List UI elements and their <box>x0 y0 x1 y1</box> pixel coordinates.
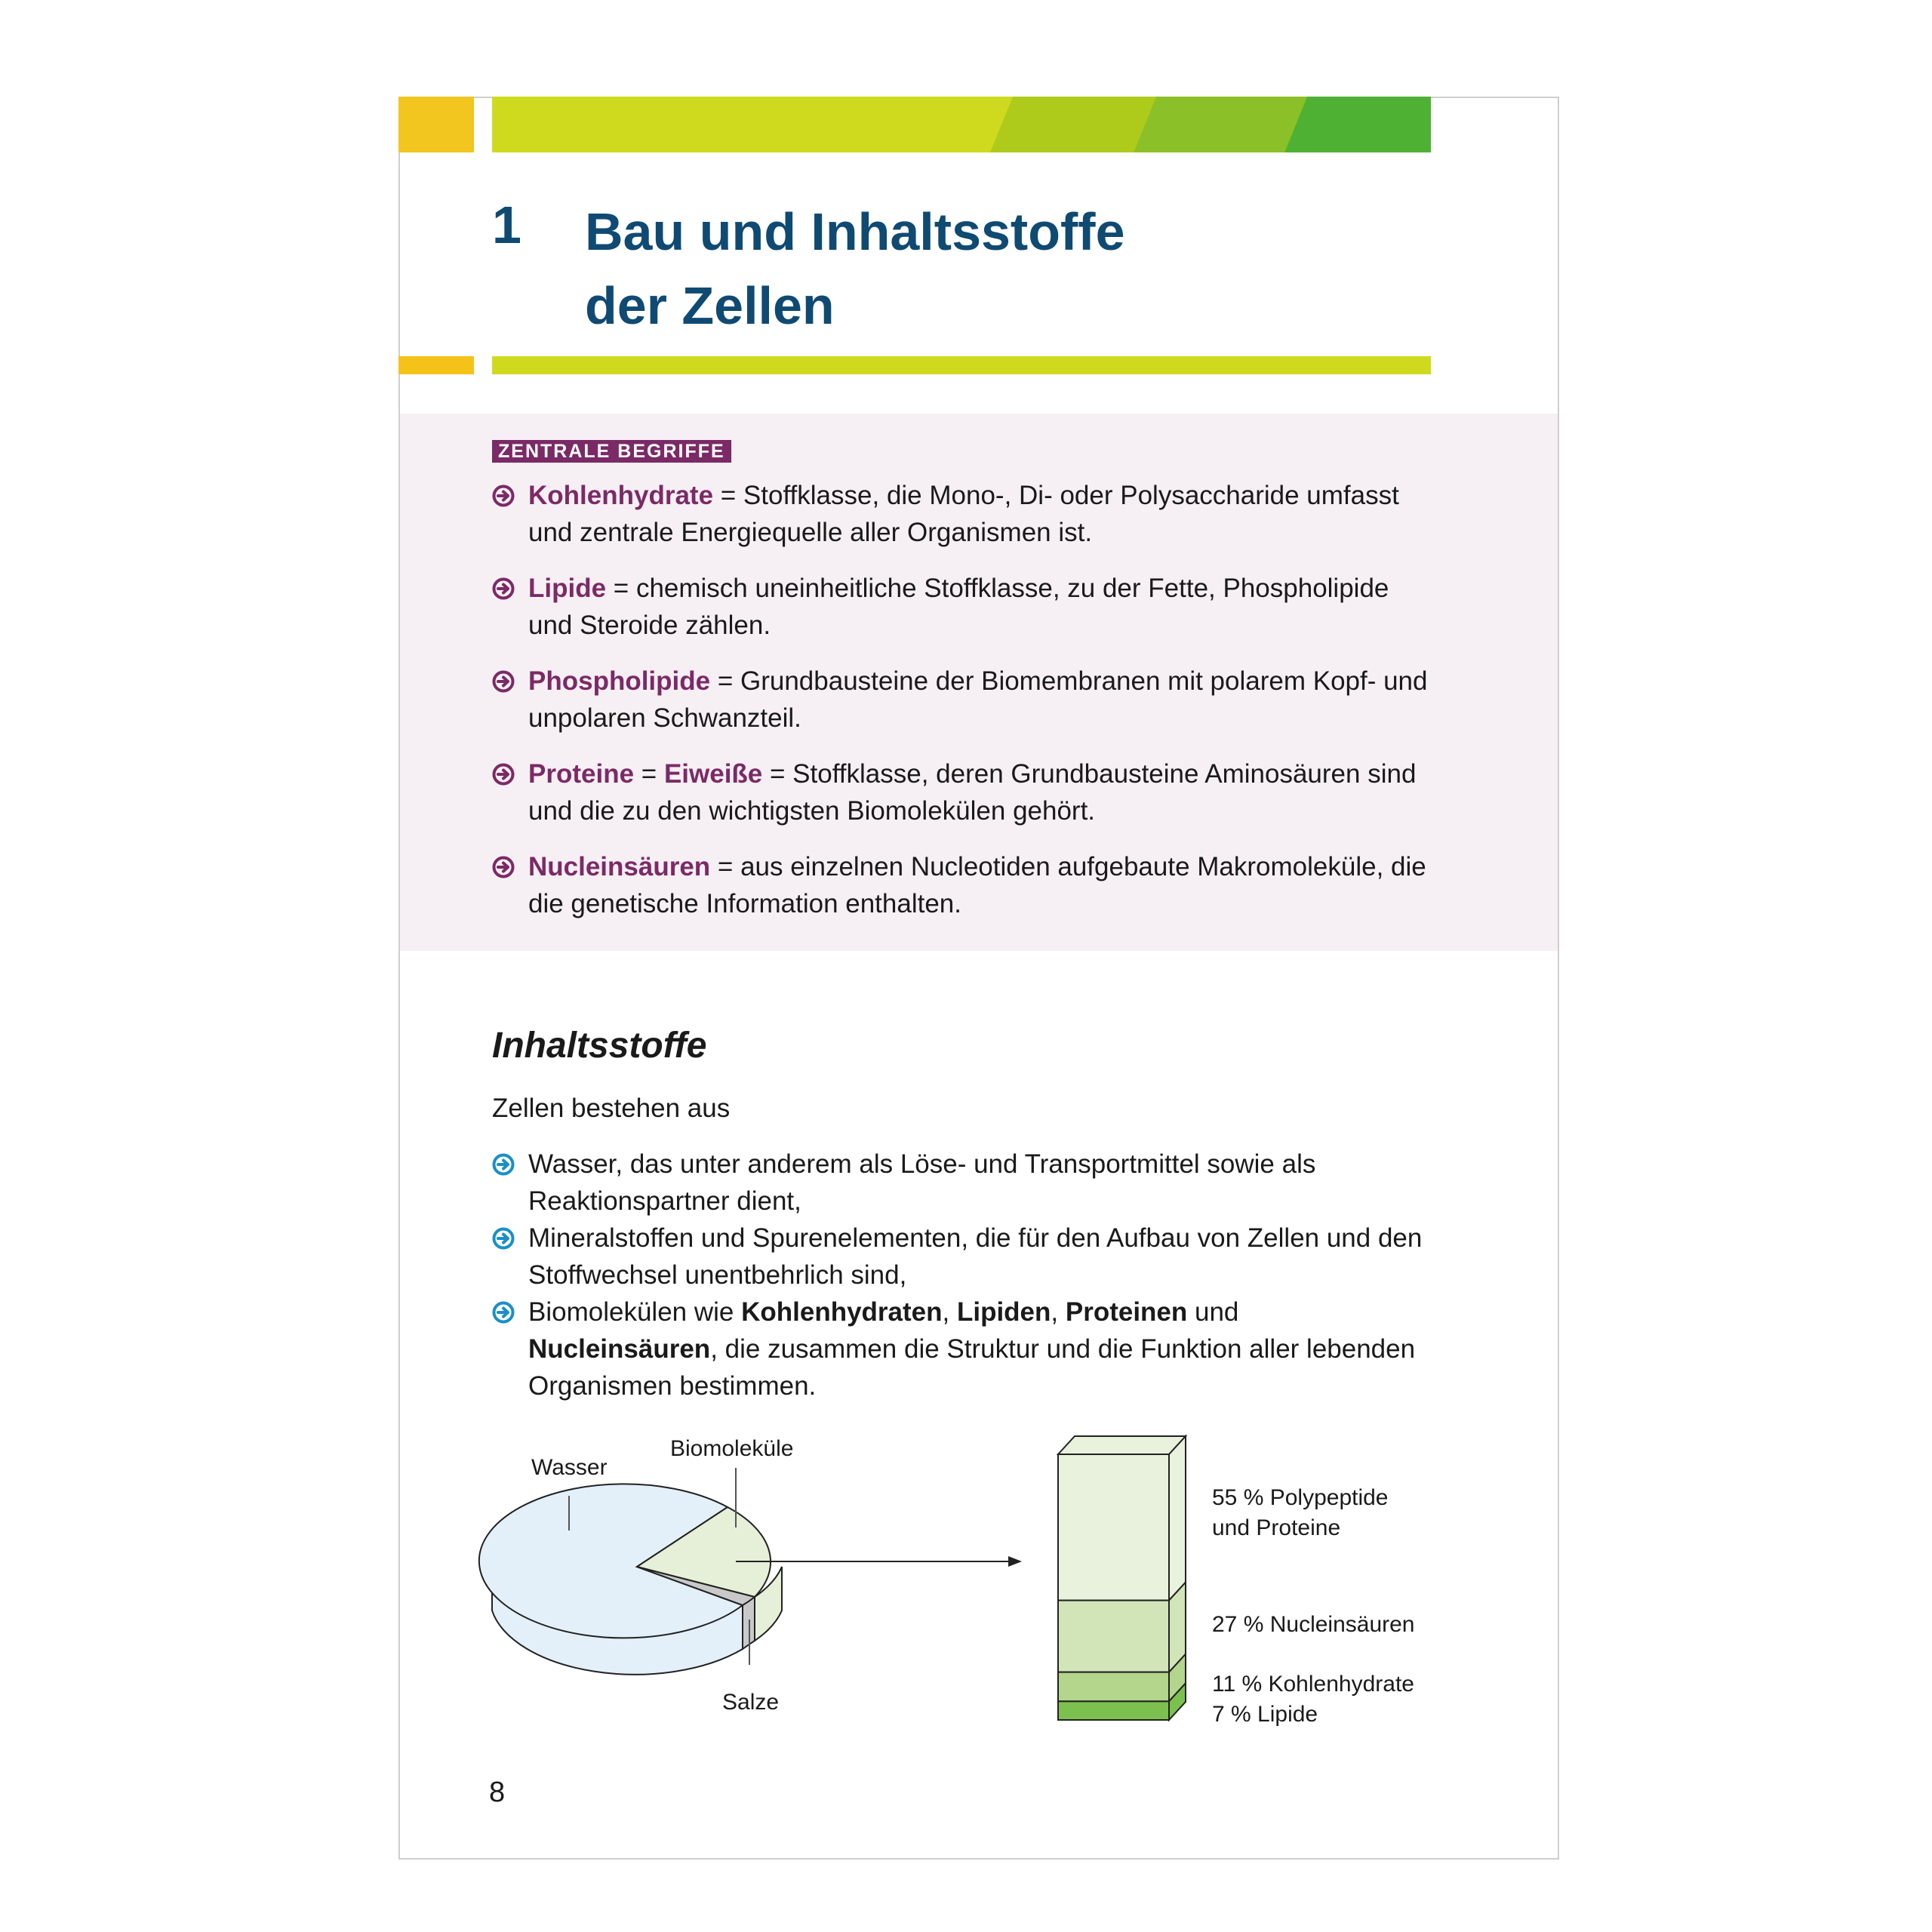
key-term-definition: = chemisch uneinheitliche Stoffklasse, zu der Fette, Phospholipide und Steroide zählen. <box>528 574 1389 640</box>
stack-label-3 <box>1212 1669 1414 1700</box>
stack-label-line1: 55 % Polypeptide <box>1212 1485 1389 1510</box>
section-intro: Zellen bestehen aus <box>492 1094 731 1123</box>
pie-label-water: Wasser <box>531 1455 608 1480</box>
stack-label-4 <box>1212 1700 1318 1730</box>
stack-label-line1: 11 % Kohlenhydrate <box>1212 1671 1414 1697</box>
arrow-head <box>1008 1556 1022 1567</box>
key-term-definition: = Stoffklasse, deren Grundbausteine Aminosäuren sind und die zu den wichtigsten Biomolekülen gehört. <box>528 759 1417 826</box>
list-text: Mineralstoffen und Spurenelementen, die für den Aufbau von Zellen und den Stoffwechsel unentbehrlich sind, <box>528 1223 1423 1290</box>
stack-label-line2: und Proteine <box>1212 1515 1341 1540</box>
list-text: , <box>942 1297 957 1327</box>
chapter-title-line2: der Zellen <box>585 276 835 335</box>
key-term-definition: = Grundbausteine der Biomembranen mit polarem Kopf- und unpolaren Schwanzteil. <box>528 666 1428 733</box>
bold-term: Lipiden <box>956 1297 1051 1327</box>
list-text: Wasser, das unter anderem als Löse- und Transportmittel sowie als Reaktionspartner dient, <box>528 1149 1316 1216</box>
key-term: Kohlenhydrate <box>528 481 714 510</box>
chapter-number: 1 <box>492 195 521 254</box>
list-text: , die zusammen die Struktur und die Funktion aller lebenden Organismen bestimmen. <box>528 1334 1416 1401</box>
list-text: und <box>1187 1297 1239 1327</box>
stack-label-line1: 7 % Lipide <box>1212 1702 1318 1727</box>
pie-label-salts: Salze <box>722 1690 780 1715</box>
stack-segment-2 <box>1058 1601 1169 1672</box>
key-term: Nucleinsäuren <box>528 852 711 881</box>
section-heading: Inhaltsstoffe <box>492 1026 707 1066</box>
key-term-definition: = aus einzelnen Nucleotiden aufgebaute Makromoleküle, die die genetische Information enthalten. <box>528 852 1426 918</box>
stack-side-1 <box>1169 1436 1186 1601</box>
term-separator: = <box>634 759 664 789</box>
stacked-bar <box>1058 1436 1186 1720</box>
pie-label-biomolecules: Biomoleküle <box>670 1436 794 1461</box>
list-text: , <box>1051 1297 1066 1327</box>
key-terms-badge: ZENTRALE BEGRIFFE <box>492 440 731 463</box>
bold-term: Proteinen <box>1065 1297 1188 1327</box>
chapter-title-line1: Bau und Inhaltsstoffe <box>585 202 1125 261</box>
bold-term: Kohlenhydraten <box>741 1297 943 1327</box>
key-term-definition: = Stoffklasse, die Mono-, Di- oder Polysaccharide umfasst und zentrale Energiequelle aller Organismen ist. <box>528 481 1399 547</box>
stack-label-1 <box>1212 1483 1389 1543</box>
stack-segment-3 <box>1058 1672 1169 1702</box>
list-text: Biomolekülen wie <box>528 1297 742 1327</box>
bold-term: Nucleinsäuren <box>528 1334 711 1364</box>
key-term: Eiweiße <box>663 759 763 789</box>
page-number: 8 <box>489 1777 506 1808</box>
key-term: Proteine <box>528 759 635 789</box>
stack-top-face <box>1058 1436 1186 1454</box>
stack-segment-4 <box>1058 1701 1169 1720</box>
pie-chart <box>479 1468 1022 1675</box>
key-term: Phospholipide <box>528 666 711 696</box>
key-term: Lipide <box>528 574 607 603</box>
stack-label-line1: 27 % Nucleinsäuren <box>1212 1611 1415 1637</box>
stack-label-2 <box>1212 1610 1415 1640</box>
stack-segment-1 <box>1058 1454 1169 1601</box>
